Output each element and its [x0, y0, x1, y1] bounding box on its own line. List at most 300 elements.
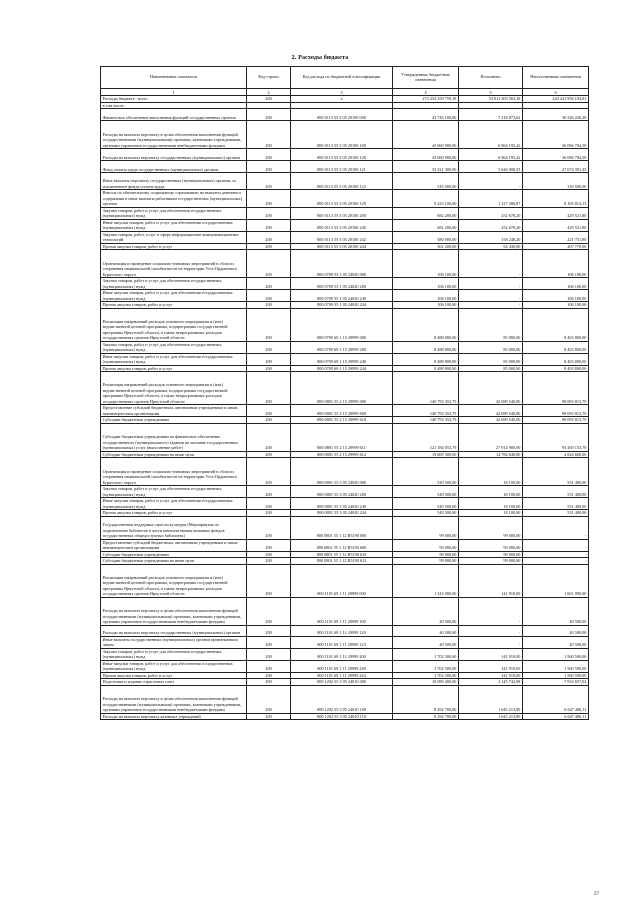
cell-line-code: 200 [247, 713, 291, 720]
cell-unexecuted: 98 093 813,79 [523, 405, 589, 417]
page-number: 27 [594, 892, 599, 897]
table-row [101, 372, 589, 405]
table-row [101, 685, 589, 713]
cell-approved: 40 500,00 [393, 625, 459, 636]
cell-expense-code: 800 1101 69 1 11 29999 100 [291, 597, 393, 625]
cell-executed: 42 699 540,00 [459, 417, 523, 424]
cell-executed: - [459, 625, 523, 636]
cell-line-code: 200 [247, 564, 291, 597]
cell-line-code: 200 [247, 278, 291, 290]
header-expense-code: Код расхода по бюджетной классификации [291, 67, 393, 89]
cell-approved: 8 292 700,00 [393, 713, 459, 720]
cell-indicator-name: Реализация направлений расходов основного мероприятия и (или) ведомственной целевой программы, подпрограммы государственной программы Иркутской области, а также непрограммных расходов государственных органов Иркутской области [101, 564, 247, 597]
cell-approved: 549 500,00 [393, 498, 459, 510]
cell-approved: 140 793 353,79 [393, 372, 459, 405]
cell-line-code: 200 [247, 423, 291, 451]
column-number: 1 [101, 89, 247, 96]
cell-executed: 85 000,00 [459, 341, 523, 353]
cell-expense-code: 800 1202 55 3 05 24010 100 [291, 685, 393, 713]
cell-indicator-name: Предоставление субсидий бюджетным, автономным учреждениям и иным некоммерческим организациям [101, 539, 247, 551]
table-row [101, 625, 589, 636]
cell-line-code: 200 [247, 109, 291, 121]
cell-expense-code: 800 0709 55 1 05 24020 000 [291, 250, 393, 278]
cell-indicator-name: Закупка товаров, работ и услуг для обеспечения государственных (муниципальных) нужд [101, 341, 247, 353]
header-unexecuted: Неисполненные назначения [523, 67, 589, 89]
cell-approved: 1 702 500,00 [393, 660, 459, 672]
cell-executed: 85 000,00 [459, 353, 523, 365]
cell-expense-code: 800 0801 55 2 15 29999 000 [291, 372, 393, 405]
cell-expense-code: 800 0801 55 3 05 24020 240 [291, 498, 393, 510]
cell-executed: 141 910,00 [459, 564, 523, 597]
column-number: 5 [459, 89, 523, 96]
cell-executed: 85 000,00 [459, 308, 523, 341]
header-executed: Исполнено [459, 67, 523, 89]
cell-indicator-name: Подготовка и издание отраслевых газет [101, 679, 247, 686]
cell-indicator-name: Закупка товаров, работ и услуг для обеспечения государственных (муниципальных) нужд [101, 207, 247, 219]
cell-indicator-name: Субсидии бюджетным учреждениям [101, 551, 247, 558]
cell-expense-code: 800 1101 69 1 11 29999 240 [291, 660, 393, 672]
cell-approved: 99 000,00 [393, 516, 459, 539]
table-row [101, 341, 589, 353]
table-row [101, 121, 589, 149]
table-row [101, 190, 589, 208]
cell-expense-code: 800 0801 55 3 05 24020 000 [291, 458, 393, 486]
cell-executed: 141 910,00 [459, 648, 523, 660]
cell-expense-code: 800 1202 55 3 05 24010 000 [291, 679, 393, 686]
cell-line-code: 200 [247, 290, 291, 302]
cell-executed: 252 678,20 [459, 219, 523, 231]
table-row [101, 109, 589, 121]
cell-indicator-name: Субсидии бюджетным учреждениям [101, 417, 247, 424]
cell-approved: 106 100,00 [393, 302, 459, 309]
cell-executed: 94 430,00 [459, 243, 523, 250]
cell-expense-code: 800 0113 55 3 05 20100 129 [291, 190, 393, 208]
cell-unexecuted: 106 100,00 [523, 302, 589, 309]
cell-indicator-name: Прочая закупка товаров, работ и услуг [101, 510, 247, 517]
cell-indicator-name: Закупка товаров, работ и услуг для обеспечения государственных (муниципальных) нужд [101, 486, 247, 498]
cell-line-code: 200 [247, 551, 291, 558]
cell-indicator-name: Субсидии бюджетным учреждениям на иные цели [101, 451, 247, 458]
column-number-row [101, 89, 589, 96]
cell-indicator-name: Расходы на выплаты персоналу в целях обеспечения выполнения функций государственными (муниципальными) органами, казенными учреждениями, органами управления государственными внебюджетными фондами [101, 597, 247, 625]
cell-indicator-name: Реализация направлений расходов основного мероприятия и (или) ведомственной целевой программы, подпрограммы государственной программы Иркутской области, а также непрограммных расходов государственных органов Иркутской области [101, 308, 247, 341]
cell-line-code: 200 [247, 679, 291, 686]
cell-expense-code: 800 0113 55 3 05 20100 200 [291, 207, 393, 219]
cell-executed: 1 645 213,89 [459, 713, 523, 720]
cell-approved: 140 793 353,79 [393, 405, 459, 417]
cell-line-code: 200 [247, 372, 291, 405]
cell-line-code: 200 [247, 539, 291, 551]
cell-expense-code: 800 0709 69 1 15 29999 244 [291, 365, 393, 372]
cell-expense-code: 800 0113 55 3 05 20100 244 [291, 243, 393, 250]
cell-executed: 1 645 213,89 [459, 685, 523, 713]
cell-line-code: 200 [247, 625, 291, 636]
cell-line-code: 200 [247, 486, 291, 498]
cell-line-code: 200 [247, 231, 291, 243]
cell-unexecuted: 429 521,80 [523, 219, 589, 231]
cell-approved: 273 252 359 759,18 [393, 96, 459, 103]
cell-indicator-name: Иные закупки товаров, работ и услуг для обеспечения государственных (муниципальных) нужд [101, 290, 247, 302]
cell-approved: 1 702 500,00 [393, 648, 459, 660]
cell-indicator-name: Прочая закупка товаров, работ и услуг [101, 672, 247, 679]
cell-unexecuted: 27 674 391,45 [523, 161, 589, 173]
cell-line-code: 200 [247, 121, 291, 149]
cell-approved: 99 000,00 [393, 558, 459, 565]
cell-approved: 549 500,00 [393, 458, 459, 486]
cell-line-code: 200 [247, 190, 291, 208]
cell-expense-code: 800 0113 55 3 05 20100 122 [291, 173, 393, 190]
page-title: 2. Расходы бюджета [291, 54, 349, 61]
cell-indicator-name: Расходы на выплаты персоналу государственных (муниципальных) органов [101, 149, 247, 161]
cell-unexecuted: - [523, 539, 589, 551]
header-approved: Утвержденные бюджетные назначения [393, 67, 459, 89]
table-row [101, 597, 589, 625]
cell-approved: 549 500,00 [393, 510, 459, 517]
cell-approved: 9 423 100,00 [393, 190, 459, 208]
cell-indicator-name: Расходы на выплаты персоналу в целях обеспечения выполнения функций государственными (муниципальными) органами, казенными учреждениями, органами управления государственными внебюджетными фондами [101, 121, 247, 149]
cell-executed: 6 964 195,42 [459, 121, 523, 149]
cell-unexecuted: 98 093 813,79 [523, 372, 589, 405]
cell-executed: 252 678,20 [459, 207, 523, 219]
column-number: 4 [393, 89, 459, 96]
cell-line-code: 200 [247, 243, 291, 250]
cell-executed: - [459, 302, 523, 309]
cell-executed: 14 784 640,00 [459, 451, 523, 458]
cell-approved: 33 321 300,00 [393, 161, 459, 173]
cell-expense-code: 800 0801 55 3 05 24020 200 [291, 486, 393, 498]
cell-unexecuted: 221 751,80 [523, 231, 589, 243]
cell-expense-code: 800 0709 69 1 15 29999 000 [291, 308, 393, 341]
table-row [101, 713, 589, 720]
cell-executed: 42 699 540,00 [459, 372, 523, 405]
cell-expense-code: 800 1101 69 1 11 29999 200 [291, 648, 393, 660]
cell-approved: 549 500,00 [393, 486, 459, 498]
cell-unexecuted: 106 100,00 [523, 278, 589, 290]
cell-unexecuted: 531 400,00 [523, 486, 589, 498]
cell-expense-code: 800 0113 55 3 05 20100 000 [291, 109, 393, 121]
cell-indicator-name: Реализация направлений расходов основного мероприятия и (или) ведомственной целевой программы, подпрограммы государственной программы Иркутской области, а также непрограммных расходов государственных органов Иркутской области [101, 372, 247, 405]
cell-unexecuted: 40 500,00 [523, 597, 589, 625]
cell-indicator-name: Субсидии бюджетным учреждениям на иные цели [101, 558, 247, 565]
cell-unexecuted: 8 403 800,00 [523, 341, 589, 353]
cell-approved: 8 292 700,00 [393, 685, 459, 713]
cell-approved: 99 000,00 [393, 551, 459, 558]
cell-executed: 18 100,00 [459, 498, 523, 510]
cell-approved: 43 060 900,00 [393, 149, 459, 161]
cell-approved: 106 100,00 [393, 250, 459, 278]
cell-executed: 99 000,00 [459, 539, 523, 551]
cell-unexecuted: 6 647 486,11 [523, 685, 589, 713]
cell-indicator-name: Иные закупки товаров, работ и услуг для обеспечения государственных (муниципальных) нужд [101, 219, 247, 231]
cell-line-code: 200 [247, 341, 291, 353]
cell-approved: 140 793 353,79 [393, 417, 459, 424]
cell-approved: 8 488 800,00 [393, 341, 459, 353]
cell-indicator-name: Фонд оплаты труда государственных (муниципальных) органов [101, 161, 247, 173]
cell-indicator-name: Предоставление субсидий бюджетным, автономным учреждениям и иным некоммерческим организациям [101, 405, 247, 417]
table-row [101, 290, 589, 302]
cell-unexecuted: 36 096 704,58 [523, 121, 589, 149]
cell-expense-code: 800 0709 55 1 05 24020 200 [291, 278, 393, 290]
header-indicator-name: Наименование показателя [101, 67, 247, 89]
cell-approved: 40 500,00 [393, 636, 459, 648]
table-header [101, 67, 589, 96]
cell-indicator-name: Закупка товаров, работ и услуг для обеспечения государственных (муниципальных) нужд [101, 278, 247, 290]
cell-unexecuted: 8 403 800,00 [523, 308, 589, 341]
cell-line-code: 200 [247, 250, 291, 278]
cell-line-code: 200 [247, 498, 291, 510]
table-row [101, 161, 589, 173]
table-row [101, 219, 589, 231]
cell-expense-code: 800 0709 69 1 15 29999 200 [291, 341, 393, 353]
cell-unexecuted: - [523, 551, 589, 558]
cell-expense-code: 800 1202 55 3 05 24010 110 [291, 713, 393, 720]
cell-expense-code: 800 1101 69 1 11 29999 120 [291, 625, 393, 636]
cell-indicator-name: Субсидии бюджетным учреждениям на финансовое обеспечение государственного (муниципального) задания на оказание государственных (муниципальных) услуг (выполнение работ) [101, 423, 247, 451]
cell-executed: 53 011 305 563,16 [459, 96, 523, 103]
cell-executed: 1 317 286,87 [459, 190, 523, 208]
cell-unexecuted: 106 100,00 [523, 250, 589, 278]
cell-executed: 18 100,00 [459, 486, 523, 498]
cell-approved: 106 100,00 [393, 278, 459, 290]
cell-indicator-name: Иные закупки товаров, работ и услуг для обеспечения государственных (муниципальных) нужд [101, 353, 247, 365]
cell-approved: 10 080 400,00 [393, 679, 459, 686]
cell-approved: 380 000,00 [393, 231, 459, 243]
cell-approved: 1 343 000,00 [393, 564, 459, 597]
cell-expense-code: 800 0801 55 1 12 R5190 000 [291, 516, 393, 539]
cell-executed: 99 000,00 [459, 551, 523, 558]
cell-line-code: 200 [247, 636, 291, 648]
cell-unexecuted: 1 560 590,00 [523, 660, 589, 672]
cell-indicator-name: Расходы на выплаты персоналу в целях обеспечения выполнения функций государственными (муниципальными) органами, казенными учреждениями, органами управления государственными внебюджетными фондами [101, 685, 247, 713]
cell-executed: 6 964 195,42 [459, 149, 523, 161]
table-row [101, 648, 589, 660]
cell-unexecuted: 36 526 226,38 [523, 109, 589, 121]
table-row [101, 516, 589, 539]
column-number: 2 [247, 89, 291, 96]
cell-unexecuted: 8 403 800,00 [523, 365, 589, 372]
cell-expense-code: 800 0113 55 3 05 20100 120 [291, 149, 393, 161]
table-row [101, 308, 589, 341]
cell-line-code: 200 [247, 173, 291, 190]
table-body [101, 96, 589, 720]
cell-approved: 8 488 800,00 [393, 353, 459, 365]
cell-approved: 121 184 053,79 [393, 423, 459, 451]
cell-expense-code: 800 0801 55 1 12 R5190 600 [291, 539, 393, 551]
table-row [101, 207, 589, 219]
cell-executed: - [459, 173, 523, 190]
cell-executed: - [459, 636, 523, 648]
cell-executed: 99 000,00 [459, 516, 523, 539]
cell-indicator-name: Закупка товаров, работ и услуг для обеспечения государственных (муниципальных) нужд [101, 648, 247, 660]
cell-expense-code: 800 0113 55 3 05 20100 100 [291, 121, 393, 149]
table-row [101, 451, 589, 458]
cell-unexecuted: 531 400,00 [523, 458, 589, 486]
cell-indicator-name: Прочая закупка товаров, работ и услуг [101, 243, 247, 250]
cell-line-code: 200 [247, 558, 291, 565]
cell-executed: - [459, 278, 523, 290]
cell-expense-code: 800 1101 69 1 11 29999 000 [291, 564, 393, 597]
cell-unexecuted: 40 500,00 [523, 625, 589, 636]
cell-indicator-name: Закупка товаров, работ, услуг в сфере информационно-коммуникационных технологий [101, 231, 247, 243]
cell-expense-code: 800 0801 55 1 12 R5190 610 [291, 551, 393, 558]
cell-line-code: 200 [247, 365, 291, 372]
column-number: 3 [291, 89, 393, 96]
cell-unexecuted: 531 400,00 [523, 498, 589, 510]
cell-line-code: 200 [247, 149, 291, 161]
cell-line-code: 200 [247, 417, 291, 424]
table-row [101, 149, 589, 161]
cell-executed: 27 914 900,00 [459, 423, 523, 451]
table-row [101, 250, 589, 278]
cell-expense-code: x [291, 96, 393, 103]
cell-unexecuted: 429 521,80 [523, 207, 589, 219]
cell-line-code: 200 [247, 405, 291, 417]
table-row [101, 405, 589, 417]
table-row [101, 353, 589, 365]
cell-approved: 682 200,00 [393, 207, 459, 219]
cell-executed: 18 100,00 [459, 458, 523, 486]
cell-executed: - [459, 290, 523, 302]
table-row [101, 498, 589, 510]
cell-indicator-name: Взносы по обязательному социальному страхованию на выплаты денежного содержания и иные выплаты работникам государственных (муниципальных) органов [101, 190, 247, 208]
cell-approved: 316 500,00 [393, 173, 459, 190]
cell-executed: - [459, 597, 523, 625]
cell-indicator-name: Государственная поддержка отрасли культуры (Мероприятия по подключению библиотек в части комплектования книжных фондов государственных общедоступных библиотек) [101, 516, 247, 539]
cell-executed: 5 646 908,55 [459, 161, 523, 173]
cell-executed: 2 145 742,98 [459, 679, 523, 686]
cell-line-code: 200 [247, 353, 291, 365]
table-row [101, 278, 589, 290]
cell-approved: 1 702 500,00 [393, 672, 459, 679]
cell-line-code: 200 [247, 207, 291, 219]
cell-unexecuted: 316 500,00 [523, 173, 589, 190]
cell-approved: 8 488 800,00 [393, 365, 459, 372]
cell-unexecuted: 36 096 704,58 [523, 149, 589, 161]
cell-executed: 18 100,00 [459, 510, 523, 517]
cell-unexecuted: 1 560 590,00 [523, 648, 589, 660]
cell-line-code: 200 [247, 458, 291, 486]
expenses-table [100, 66, 589, 720]
cell-approved: 40 500,00 [393, 597, 459, 625]
table-row [101, 564, 589, 597]
cell-indicator-name: Иные выплаты государственных (муниципальных) органов привлекаемым лицам [101, 636, 247, 648]
cell-expense-code: 800 0801 55 2 15 29999 611 [291, 423, 393, 451]
cell-executed: 85 000,00 [459, 365, 523, 372]
cell-line-code: 200 [247, 302, 291, 309]
cell-indicator-name: Организация и проведение социально-значимых мероприятий в области сохранения национальной самобытности на территории Усть-Ордынского Бурятского округа [101, 250, 247, 278]
cell-unexecuted: 207 770,00 [523, 243, 589, 250]
table-row [101, 660, 589, 672]
table-row [101, 458, 589, 486]
cell-unexecuted: 8 403 800,00 [523, 353, 589, 365]
cell-unexecuted: 1 601 090,00 [523, 564, 589, 597]
cell-indicator-name: Иные закупки товаров, работ и услуг для обеспечения государственных (муниципальных) нужд [101, 498, 247, 510]
cell-expense-code: 800 0801 55 2 15 29999 610 [291, 417, 393, 424]
table-row [101, 423, 589, 451]
cell-approved: 106 100,00 [393, 290, 459, 302]
cell-executed: 141 910,00 [459, 672, 523, 679]
cell-line-code: 200 [247, 96, 291, 103]
cell-indicator-name: Прочая закупка товаров, работ и услуг [101, 302, 247, 309]
cell-executed: 42 699 540,00 [459, 405, 523, 417]
cell-line-code: 200 [247, 660, 291, 672]
cell-indicator-name: в том числе: [101, 102, 247, 109]
cell-expense-code: 800 0113 55 3 05 20100 240 [291, 219, 393, 231]
cell-line-code: 200 [247, 685, 291, 713]
cell-unexecuted: 98 093 813,79 [523, 417, 589, 424]
header-line-code: Код строки [247, 67, 291, 89]
cell-unexecuted: 93 269 153,79 [523, 423, 589, 451]
cell-unexecuted: 531 400,00 [523, 510, 589, 517]
cell-line-code: 200 [247, 648, 291, 660]
cell-approved: 43 060 900,00 [393, 121, 459, 149]
cell-indicator-name: Финансовое обеспечение выполнения функций государственных органов [101, 109, 247, 121]
cell-line-code: 200 [247, 516, 291, 539]
cell-indicator-name: Расходы на выплаты персоналу казенных учреждений [101, 713, 247, 720]
cell-unexecuted: 4 824 660,00 [523, 451, 589, 458]
cell-expense-code: 800 0113 55 3 05 20100 121 [291, 161, 393, 173]
cell-indicator-name: Иные выплаты персоналу государственных (муниципальных) органов, за исключением фонда оплаты труда [101, 173, 247, 190]
cell-approved: 99 000,00 [393, 539, 459, 551]
cell-line-code: 200 [247, 219, 291, 231]
cell-executed: 99 000,00 [459, 558, 523, 565]
cell-expense-code: 800 1101 69 1 11 29999 244 [291, 672, 393, 679]
cell-unexecuted: 1 560 590,00 [523, 672, 589, 679]
cell-unexecuted: - [523, 516, 589, 539]
cell-expense-code: 800 0709 69 1 15 29999 240 [291, 353, 393, 365]
cell-line-code: 200 [247, 451, 291, 458]
cell-expense-code: 800 0709 55 1 05 24020 244 [291, 302, 393, 309]
table-row [101, 173, 589, 190]
cell-indicator-name: Расходы бюджета - всего [101, 96, 247, 103]
table-row [101, 539, 589, 551]
cell-executed: 158 248,20 [459, 231, 523, 243]
table-row [101, 558, 589, 565]
cell-expense-code: 800 0801 55 3 05 24020 244 [291, 510, 393, 517]
table-row [101, 679, 589, 686]
cell-expense-code: 800 0801 55 2 15 29999 600 [291, 405, 393, 417]
cell-line-code: 200 [247, 510, 291, 517]
cell-approved: 19 609 300,00 [393, 451, 459, 458]
table-row [101, 636, 589, 648]
cell-unexecuted: 106 100,00 [523, 290, 589, 302]
cell-approved: 302 200,00 [393, 243, 459, 250]
cell-unexecuted: 220 241 956 194,01 [523, 96, 589, 103]
cell-executed: 7 218 873,62 [459, 109, 523, 121]
column-number: 6 [523, 89, 589, 96]
cell-indicator-name: Иные закупки товаров, работ и услуг для обеспечения государственных (муниципальных) нужд [101, 660, 247, 672]
cell-approved: 682 200,00 [393, 219, 459, 231]
cell-indicator-name: Расходы на выплаты персоналу государственных (муниципальных) органов [101, 625, 247, 636]
cell-executed: - [459, 250, 523, 278]
cell-expense-code: 800 0801 55 2 15 29999 612 [291, 451, 393, 458]
table-row [101, 486, 589, 498]
cell-indicator-name: Организация и проведение социально-значимых мероприятий в области сохранения национальной самобытности на территории Усть-Ордынского Бурятского округа [101, 458, 247, 486]
cell-expense-code: 800 1101 69 1 11 29999 123 [291, 636, 393, 648]
cell-line-code: 200 [247, 672, 291, 679]
cell-unexecuted: 40 500,00 [523, 636, 589, 648]
cell-line-code: 200 [247, 308, 291, 341]
cell-line-code: 200 [247, 161, 291, 173]
cell-expense-code: 800 0801 55 1 12 R5190 612 [291, 558, 393, 565]
cell-unexecuted: 6 647 486,11 [523, 713, 589, 720]
cell-line-code: 200 [247, 597, 291, 625]
cell-unexecuted: - [523, 558, 589, 565]
cell-expense-code: 800 0709 55 1 05 24020 240 [291, 290, 393, 302]
cell-expense-code: 800 0113 55 3 05 20100 242 [291, 231, 393, 243]
cell-approved: 8 488 800,00 [393, 308, 459, 341]
cell-executed: 141 910,00 [459, 660, 523, 672]
